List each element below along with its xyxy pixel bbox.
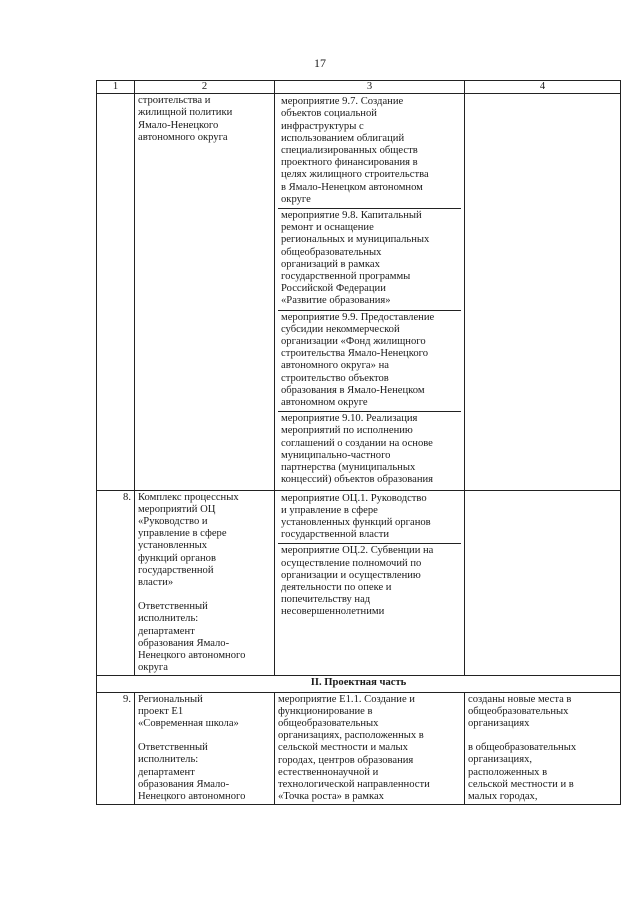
text-line: мероприятий ОЦ bbox=[138, 503, 216, 515]
text-line: Ямало-Ненецкого bbox=[138, 119, 219, 131]
table-header-row bbox=[97, 81, 621, 94]
text-line: установленных bbox=[138, 540, 208, 552]
text-line: строительство объектов bbox=[281, 372, 389, 384]
event-9-10 bbox=[278, 412, 461, 488]
header-col-1: 1 bbox=[97, 81, 135, 94]
text-line: мероприятие 9.9. Предоставление bbox=[281, 311, 435, 323]
text-line: Ненецкого автономного bbox=[138, 649, 246, 661]
row-number-cell bbox=[97, 94, 135, 490]
text-line: технологической направленности bbox=[278, 778, 430, 790]
program-name-cell bbox=[135, 94, 275, 490]
event-9-8 bbox=[278, 209, 461, 311]
text-line: автономном округе bbox=[281, 397, 368, 409]
text-line: региональных и муниципальных bbox=[281, 234, 430, 246]
text-line: попечительству над bbox=[281, 594, 371, 606]
text-line: муниципально-частного bbox=[281, 449, 391, 461]
text-line: партнерства (муниципальных bbox=[281, 462, 416, 474]
text-line: организациях, расположенных в bbox=[278, 730, 424, 742]
text-line: строительства Ямало-Ненецкого bbox=[281, 348, 428, 360]
text-line: субсидии некоммерческой bbox=[281, 323, 400, 335]
event-oc-2 bbox=[278, 544, 461, 620]
text-line: Ненецкого автономного bbox=[138, 790, 246, 802]
events-cell bbox=[275, 490, 465, 676]
program-name-cell bbox=[135, 490, 275, 676]
text-line: городах, центров образования bbox=[278, 754, 414, 766]
event-9-9 bbox=[278, 311, 461, 413]
event-oc-1 bbox=[278, 492, 461, 545]
text-line: автономного округа» на bbox=[281, 360, 389, 372]
text-line: «Современная школа» bbox=[138, 717, 239, 729]
text-line: «Точка роста» в рамках bbox=[278, 791, 384, 803]
text-line: округе bbox=[281, 193, 311, 205]
section-title: II. Проектная часть bbox=[97, 676, 621, 692]
text-line: мероприятие Е1.1. Создание и bbox=[278, 693, 415, 705]
text-line: созданы новые места в bbox=[468, 693, 572, 705]
text-line: функционирование в bbox=[278, 705, 373, 717]
text-line: специализированных обществ bbox=[281, 145, 418, 157]
text-line: общеобразовательных bbox=[281, 246, 382, 258]
text-line: в общеобразовательных bbox=[468, 742, 577, 754]
text-line: деятельности по опеке и bbox=[281, 581, 392, 593]
text-line: автономного округа bbox=[138, 131, 228, 143]
text-line: естественнонаучной и bbox=[278, 766, 379, 778]
text-line: концессий) объектов образования bbox=[281, 474, 434, 486]
event-9-7 bbox=[278, 95, 461, 209]
text-line: строительства и bbox=[138, 95, 211, 107]
text-line: инфраструктуры с bbox=[281, 120, 364, 132]
text-line: государственной bbox=[138, 564, 214, 576]
text-line: организациях, bbox=[468, 754, 533, 766]
page-number: 17 bbox=[314, 56, 326, 70]
text-line: и управление в сфере bbox=[281, 504, 378, 516]
text-line: установленных функций органов bbox=[281, 516, 431, 528]
header-col-4: 4 bbox=[465, 81, 621, 94]
text-line: соглашений о создании на основе bbox=[281, 437, 433, 449]
text-line: Ответственный bbox=[138, 601, 208, 613]
text-line: исполнитель: bbox=[138, 613, 199, 625]
text-line: организации «Фонд жилищного bbox=[281, 336, 426, 348]
header-col-2: 2 bbox=[135, 81, 275, 94]
text-line: целях жилищного строительства bbox=[281, 169, 429, 181]
text-line: образования Ямало- bbox=[138, 637, 230, 649]
text-line: власти» bbox=[138, 576, 174, 588]
text-line: в Ямало-Ненецком автономном bbox=[281, 181, 423, 193]
text-line: проект Е1 bbox=[138, 705, 184, 717]
text-line: организаций в рамках bbox=[281, 258, 380, 270]
events-cell bbox=[275, 692, 465, 805]
row-number-cell: 8. bbox=[97, 490, 135, 676]
table-row-continued bbox=[97, 94, 621, 490]
text-line: ремонт и оснащение bbox=[281, 222, 374, 234]
section-row bbox=[97, 676, 621, 692]
text-line: управление в сфере bbox=[138, 528, 227, 540]
text-line: Российской Федерации bbox=[281, 283, 386, 295]
text-line: исполнитель: bbox=[138, 754, 199, 766]
events-cell bbox=[275, 94, 465, 490]
text-line: мероприятие 9.7. Создание bbox=[281, 96, 404, 108]
text-line: осуществление полномочий по bbox=[281, 557, 422, 569]
text-line: малых городах, bbox=[468, 790, 538, 802]
text-line: мероприятие ОЦ.2. Субвенции на bbox=[281, 545, 434, 557]
text-line: Региональный bbox=[138, 693, 203, 705]
text-line: департамент bbox=[138, 625, 195, 637]
table-row-8 bbox=[97, 490, 621, 676]
header-col-3: 3 bbox=[275, 81, 465, 94]
text-line: расположенных в bbox=[468, 766, 548, 778]
text-line: мероприятие ОЦ.1. Руководство bbox=[281, 492, 427, 504]
text-line: мероприятие 9.8. Капитальный bbox=[281, 210, 422, 222]
text-line: государственной власти bbox=[281, 529, 390, 541]
text-line: департамент bbox=[138, 766, 195, 778]
text-line: Комплекс процессных bbox=[138, 491, 239, 503]
text-line: жилищной политики bbox=[138, 107, 233, 119]
text-line: сельской местности и в bbox=[468, 778, 574, 790]
row-number-cell: 9. bbox=[97, 692, 135, 805]
program-name-cell bbox=[135, 692, 275, 805]
text-line: несовершеннолетними bbox=[281, 606, 385, 618]
text-line: «Развитие образования» bbox=[281, 295, 391, 307]
text-line: проектного финансирования в bbox=[281, 157, 418, 169]
results-cell bbox=[465, 692, 621, 805]
text-line: государственной программы bbox=[281, 271, 411, 283]
program-table bbox=[96, 80, 621, 805]
text-line: объектов социальной bbox=[281, 108, 377, 120]
text-line: мероприятие 9.10. Реализация bbox=[281, 413, 418, 425]
text-line: сельской местности и малых bbox=[278, 742, 408, 754]
text-line: организациях bbox=[468, 717, 530, 729]
results-cell bbox=[465, 94, 621, 490]
text-line: «Руководство и bbox=[138, 515, 208, 527]
text-line: образования Ямало- bbox=[138, 778, 230, 790]
text-line: образования в Ямало-Ненецком bbox=[281, 384, 425, 396]
text-line: округа bbox=[138, 662, 168, 674]
text-line: мероприятий по исполнению bbox=[281, 425, 413, 437]
results-cell bbox=[465, 490, 621, 676]
text-line: общеобразовательных bbox=[468, 705, 569, 717]
text-line: общеобразовательных bbox=[278, 717, 379, 729]
text-line: функций органов bbox=[138, 552, 216, 564]
text-line: Ответственный bbox=[138, 742, 208, 754]
table-row-9 bbox=[97, 692, 621, 805]
text-line: организации и осуществлению bbox=[281, 569, 421, 581]
text-line: использованием облигаций bbox=[281, 132, 405, 144]
